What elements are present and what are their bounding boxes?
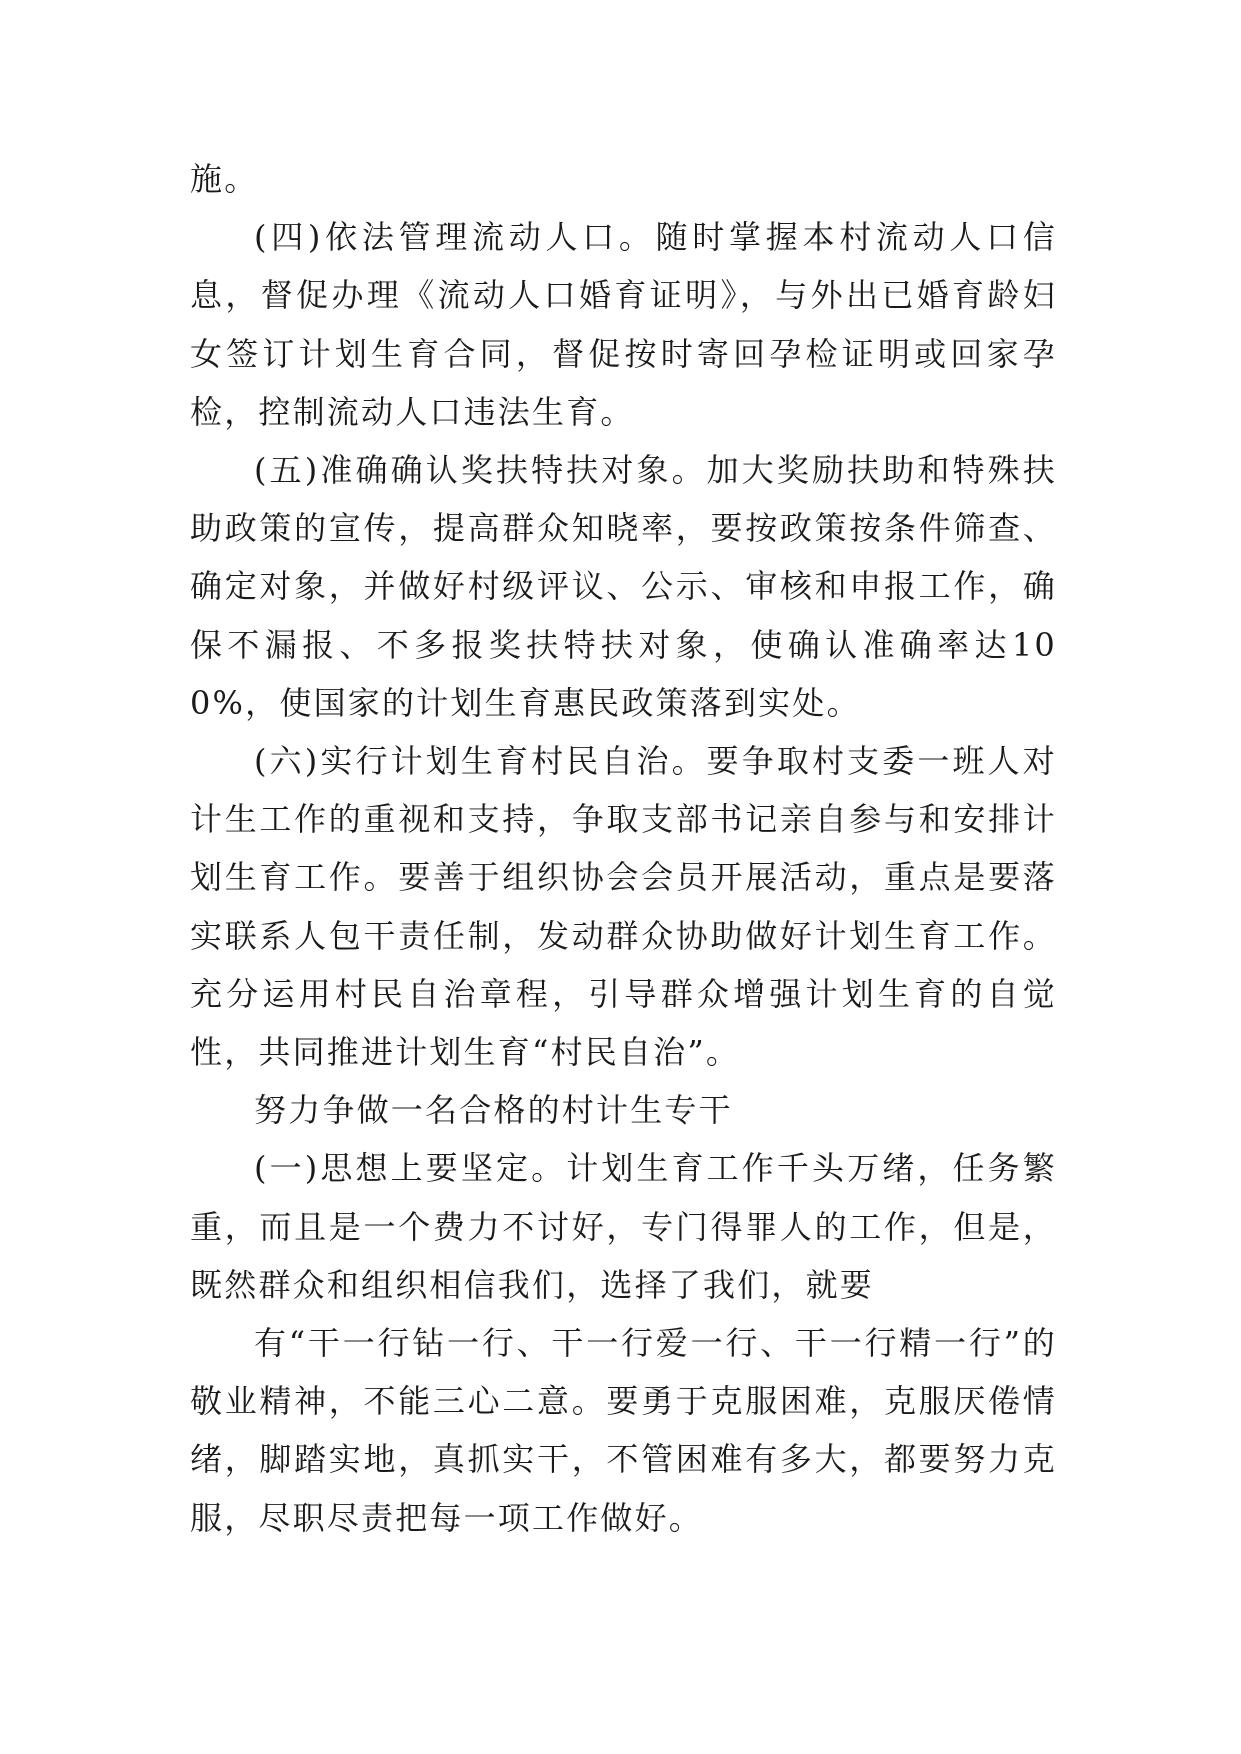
paragraph-villager-autonomy: (六)实行计划生育村民自治。要争取村支委一班人对计生工作的重视和支持，争取支部书记亲自参与和安排计划生育工作。要善于组织协会会员开展活动，重点是要落实联系人包干责任制，发动群众协助做好计划生育工作。充分运用村民自治章程，引导群众增强计划生育的自觉性，共同推进计划生育“村民自治”。: [190, 742, 1057, 1072]
paragraph-floating-population: (四)依法管理流动人口。随时掌握本村流动人口信息，督促办理《流动人口婚育证明》，与外出已婚育龄妇女签订计划生育合同，督促按时寄回孕检证明或回家孕检，控制流动人口违法生育。: [190, 218, 1057, 431]
paragraph-reward-support: (五)准确确认奖扶特扶对象。加大奖励扶助和特殊扶助政策的宣传，提高群众知晓率，要按政策按条件筛查、确定对象，并做好村级评议、公示、审核和申报工作，确保不漏报、不多报奖扶特扶对象，使确认准确率达100%，使国家的计划生育惠民政策落到实处。: [190, 451, 1057, 722]
paragraph-dedication: 有“干一行钻一行、干一行爱一行、干一行精一行”的敬业精神，不能三心二意。要勇于克服困难，克服厌倦情绪，脚踏实地，真抓实干，不管困难有多大，都要努力克服，尽职尽责把每一项工作做好。: [190, 1324, 1057, 1537]
paragraph-firm-thinking: (一)思想上要坚定。计划生育工作千头万绪，任务繁重，而且是一个费力不讨好，专门得罪人的工作，但是，既然群众和组织相信我们，选择了我们，就要: [190, 1149, 1057, 1304]
section-heading: 努力争做一名合格的村计生专干: [254, 1091, 733, 1130]
paragraph-continuation: 施。: [190, 160, 259, 198]
